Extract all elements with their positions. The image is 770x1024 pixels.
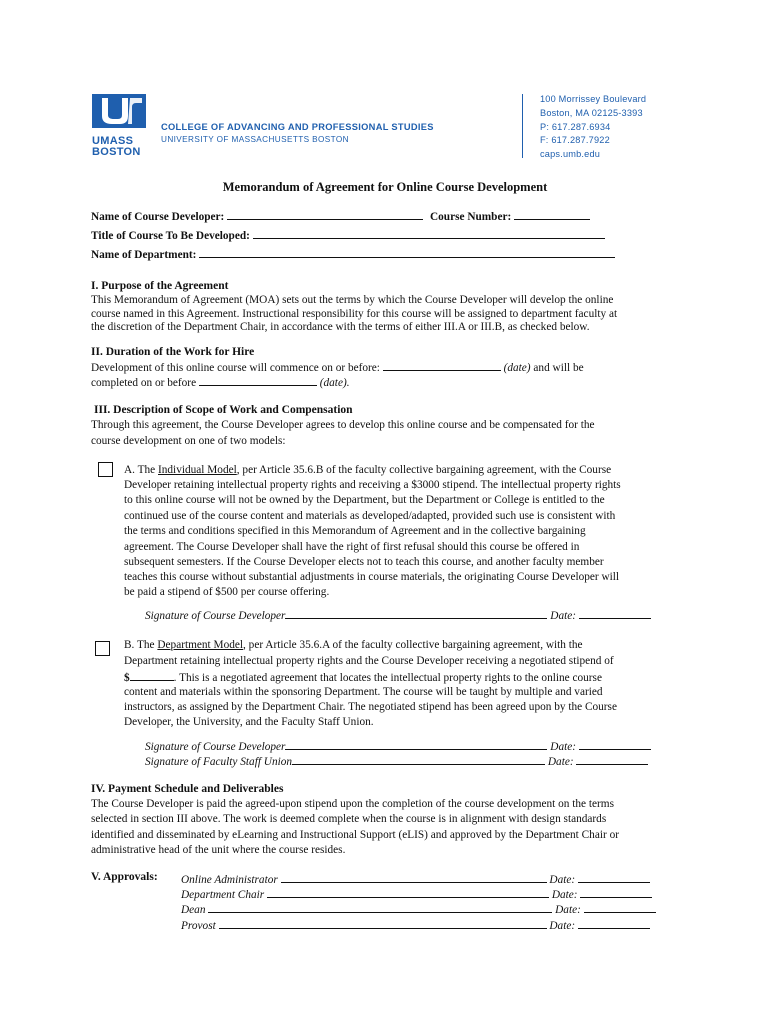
- model-a-line-6: agreement. The Course Developer shall have the right of first refusal should this course be offered in: [124, 541, 580, 553]
- model-a-date-field[interactable]: [579, 607, 651, 619]
- department-model-label: Department Model: [157, 639, 244, 651]
- course-title-row: [91, 227, 605, 244]
- dean-signature-field[interactable]: [208, 901, 552, 913]
- union-signature-label: Signature of Faculty Staff Union: [145, 756, 293, 768]
- model-a-prefix: A. The: [124, 464, 158, 476]
- union-date-field[interactable]: [576, 753, 648, 765]
- department-row: [91, 246, 615, 263]
- address-line-1: 100 Morrissey Boulevard: [540, 94, 647, 104]
- model-b-line-1: [124, 638, 583, 653]
- approval-row-provost: [181, 917, 650, 934]
- department-chair-date-field[interactable]: [580, 886, 652, 898]
- provost-date-label: Date:: [549, 920, 576, 932]
- model-a-line-2: Developer retaining intellectual property rights and receiving a $3000 stipend. The intellectual property rights: [124, 479, 621, 491]
- header-divider: [522, 94, 523, 158]
- completion-text: completed on or before: [91, 377, 197, 389]
- provost-signature-field[interactable]: [219, 917, 547, 929]
- model-b-line-2: Department retaining intellectual property rights and the Course Developer receiving a negotiated stipend of: [124, 655, 614, 667]
- model-b-line-4: content and materials within the sponsoring Department. The course will be taught by multiple and varied: [124, 686, 603, 698]
- course-developer-signature-label: Signature of Course Developer: [145, 610, 286, 622]
- model-a-line-1: [124, 463, 611, 478]
- model-a-line-7: subsequent semesters. If the Course Developer elects not to teach this course, and another faculty member: [124, 556, 604, 568]
- section-1-line-2: course named in this Agreement. Instructional responsibility for this course will be assigned to department faculty at: [91, 308, 618, 320]
- model-a-line-4: continued use of the course content and materials as developed/adapted, provided such use is consistent with: [124, 510, 616, 522]
- model-b-line-3: [124, 669, 602, 686]
- course-title-field[interactable]: [253, 227, 605, 239]
- model-a-signature-field[interactable]: [285, 607, 547, 619]
- model-b-developer-signature-field[interactable]: [285, 738, 547, 750]
- model-b-developer-signature-label: Signature of Course Developer: [145, 741, 286, 753]
- model-a-signature-row: [145, 607, 651, 624]
- model-b-first-rest: , per Article 35.6.A of the faculty collective bargaining agreement, with the: [243, 639, 583, 651]
- model-a-line-9: be paid a stipend of $500 per course offering.: [124, 586, 330, 598]
- developer-label: Name of Course Developer:: [91, 211, 225, 223]
- address-line-2: Boston, MA 02125-3393: [540, 108, 643, 118]
- model-b-date-field-1[interactable]: [579, 738, 651, 750]
- section-1-heading: I. Purpose of the Agreement: [91, 280, 229, 292]
- online-administrator-signature-field[interactable]: [281, 871, 547, 883]
- section-3-heading: III. Description of Scope of Work and Compensation: [94, 404, 353, 416]
- department-field[interactable]: [199, 246, 615, 258]
- model-b-prefix: B. The: [124, 639, 158, 651]
- course-number-field[interactable]: [514, 208, 590, 220]
- completion-date-hint: (date).: [319, 377, 350, 389]
- online-administrator-date-field[interactable]: [578, 871, 650, 883]
- individual-model-checkbox[interactable]: [98, 462, 113, 477]
- commence-date-field[interactable]: [383, 359, 501, 371]
- model-b-date-label-1: Date:: [550, 741, 577, 753]
- department-chair-signature-field[interactable]: [267, 886, 549, 898]
- section-5-heading: V. Approvals:: [91, 871, 158, 883]
- section-4-heading: IV. Payment Schedule and Deliverables: [91, 783, 284, 795]
- model-b-line-5: instructors, as assigned by the Department Chair. The negotiated stipend has been agreed upon by the Course: [124, 701, 617, 713]
- department-chair-date-label: Date:: [551, 889, 578, 901]
- section-2-line-2: [91, 374, 350, 391]
- dean-date-field[interactable]: [584, 901, 656, 913]
- online-administrator-label: Online Administrator: [181, 874, 278, 886]
- university-name: UNIVERSITY OF MASSACHUSETTS BOSTON: [161, 135, 349, 144]
- section-3-intro-2: course development on one of two models:: [91, 435, 286, 447]
- section-3-intro-1: Through this agreement, the Course Developer agrees to develop this online course and be compensated for the: [91, 419, 595, 431]
- logo-word-umass: UMASS: [92, 135, 134, 147]
- section-4-line-2: selected in section III above. The work is deemed complete when the course is in alignment with design standards: [91, 813, 607, 825]
- department-label: Name of Department:: [91, 249, 197, 261]
- section-1-line-3: the discretion of the Department Chair, in accordance with the terms of either III.A or III.B, as checked below.: [91, 321, 590, 333]
- website-line: caps.umb.edu: [540, 149, 601, 159]
- dean-label: Dean: [181, 904, 206, 916]
- section-1-line-1: This Memorandum of Agreement (MOA) sets out the terms by which the Course Developer will develop the online: [91, 294, 614, 306]
- stipend-dollar-sign: $: [124, 672, 130, 684]
- individual-model-label: Individual Model: [158, 464, 237, 476]
- umass-boston-logo: [92, 94, 148, 156]
- negotiated-stipend-field[interactable]: [130, 669, 174, 681]
- provost-label: Provost: [181, 920, 216, 932]
- model-a-line-8: teaches this course without substantial adjustments in course materials, the originating Course Developer will: [124, 571, 620, 583]
- section-4-line-1: The Course Developer is paid the agreed-upon stipend upon the completion of the course development on the terms: [91, 798, 614, 810]
- model-b-line-6: Developer, the University, and the Faculty Staff Union.: [124, 716, 374, 728]
- section-4-line-4: administrative head of the unit where the course resides.: [91, 844, 346, 856]
- model-a-line-5: the terms and conditions specified in this Memorandum of Agreement and in the collective bargaining: [124, 525, 586, 537]
- commence-text: Development of this online course will commence on or before:: [91, 362, 380, 374]
- model-b-line-3-rest: . This is a negotiated agreement that locates the intellectual property rights to the online course: [173, 672, 602, 684]
- union-signature-row: [145, 753, 648, 770]
- department-chair-label: Department Chair: [181, 889, 265, 901]
- model-a-date-label: Date:: [550, 610, 577, 622]
- department-model-checkbox[interactable]: [95, 641, 110, 656]
- union-signature-field[interactable]: [292, 753, 545, 765]
- section-4-line-3: identified and disseminated by eLearning and Instructional Support (eLIS) and approved by the Department Chair or: [91, 829, 619, 841]
- commence-tail: and will be: [533, 362, 584, 374]
- online-administrator-date-label: Date:: [549, 874, 576, 886]
- umass-logo-mark-icon: [92, 94, 146, 128]
- course-number-label: Course Number:: [429, 211, 512, 223]
- course-title-label: Title of Course To Be Developed:: [91, 230, 250, 242]
- developer-name-field[interactable]: [227, 208, 423, 220]
- union-date-label: Date:: [547, 756, 574, 768]
- developer-row: [91, 208, 590, 225]
- section-2-heading: II. Duration of the Work for Hire: [91, 346, 255, 358]
- dean-date-label: Date:: [555, 904, 581, 916]
- model-a-line-3: to this online course will not be owned by the Department, but the Department or College is entitled to the: [124, 494, 605, 506]
- logo-word-boston: BOSTON: [92, 146, 141, 158]
- approval-row-dean: [181, 901, 656, 918]
- phone-line: P: 617.287.6934: [540, 122, 611, 132]
- completion-date-field[interactable]: [199, 374, 317, 386]
- commence-date-hint: (date): [503, 362, 531, 374]
- fax-line: F: 617.287.7922: [540, 135, 610, 145]
- provost-date-field[interactable]: [578, 917, 650, 929]
- document-title: Memorandum of Agreement for Online Course Development: [222, 180, 548, 194]
- model-a-first-rest: , per Article 35.6.B of the faculty collective bargaining agreement, with the Course: [236, 464, 612, 476]
- college-name: COLLEGE OF ADVANCING AND PROFESSIONAL STUDIES: [161, 122, 434, 132]
